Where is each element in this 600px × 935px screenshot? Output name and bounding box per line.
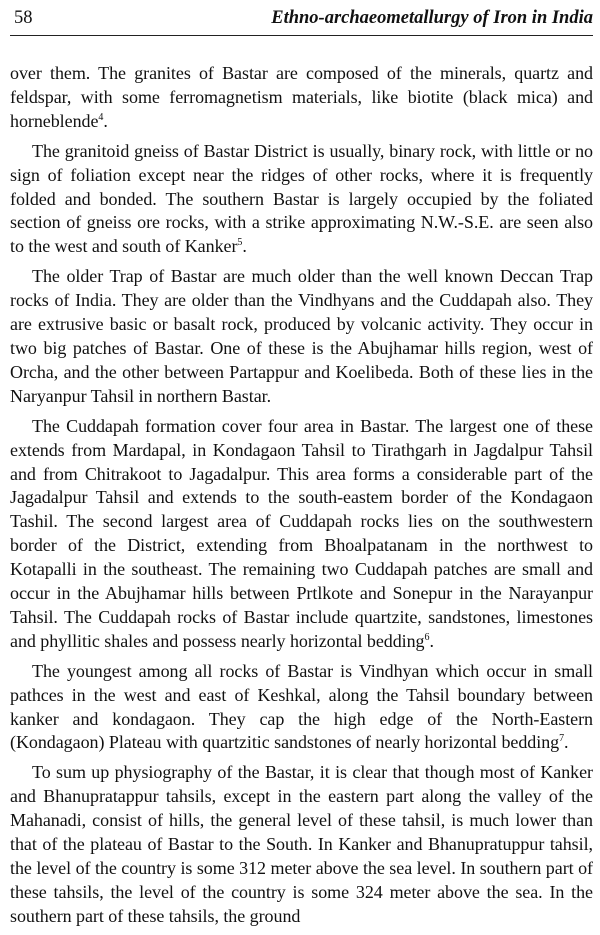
paragraph-text: The older Trap of Bastar are much older than the well known Deccan Trap rocks of India. They are older than the Vindhyans and the Cuddapah also. They are extrusive basic or basalt rock, produced by volcanic activity. They occur in two big patches of Bastar. One of these is the Abujhamar hills region, west of Orcha, and the other between Partappur and Koelibeda. Both of these lies in the Naryanpur Tahsil in northern Bastar. bbox=[10, 266, 593, 406]
book-page bbox=[10, 6, 593, 935]
footnote-ref: 4 bbox=[98, 111, 104, 123]
paragraph-text: To sum up physiography of the Bastar, it is clear that though most of Kanker and Bhanupratappur tahsils, except in the eastern part along the valley of the Mahanadi, consist of hills, the general level of these tahsil, is much lower than that of the plateau of Bastar to the South. In Kanker and Bhanupratuppur tahsil, the level of the country is some 312 meter above the sea level. In southern part of these tahsils, the level of the country is some 324 meter above the sea. In the southern part of these tahsils, the ground bbox=[10, 762, 593, 926]
paragraph-continuation bbox=[10, 62, 593, 134]
paragraph-tail: . bbox=[103, 110, 108, 131]
paragraph-older-trap bbox=[10, 265, 593, 408]
page-number: 58 bbox=[14, 8, 33, 28]
header-rule bbox=[10, 35, 593, 36]
paragraph-vindhyan bbox=[10, 660, 593, 756]
paragraph-tail: . bbox=[429, 630, 434, 651]
paragraph-tail: . bbox=[564, 732, 569, 753]
paragraph-text: The granitoid gneiss of Bastar District is usually, binary rock, with little or no sign of foliation except near the ridges of other rocks, where it is frequently folded and bonded. The southern Bastar is largely occupied by the foliated section of gneiss ore rocks, with a strike approximating N.W.-S.E. are seen also to the west and south of Kanker bbox=[10, 140, 593, 257]
paragraph-granitoid-gneiss bbox=[10, 140, 593, 260]
footnote-ref: 6 bbox=[424, 631, 430, 643]
paragraph-tail: . bbox=[242, 236, 247, 257]
page-header bbox=[10, 6, 593, 32]
footnote-ref: 7 bbox=[559, 733, 565, 745]
paragraph-text: The Cuddapah formation cover four area in Bastar. The largest one of these extends from Mardapal, in Kondagaon Tahsil to Tirathgarh in Jagdalpur Tahsil and from Chitrakoot to Jagadalpur. This area forms a considerable part of the Jagadalpur Tahsil and extends to the south-eastem border of the Kondagaon Tashil. The second largest area of Cuddapah rocks lies on the southwestern border of the District, extending from Bhoalpatanam in the northwest to Kotapalli in the southeast. The remaining two Cuddapah patches are small and occur in the Abujhamar hills between Prtlkote and Sonepur in the Narayanpur Tahsil. The Cuddapah rocks of Bastar include quartzite, sandstones, limestones and phyllitic shales and possess nearly horizontal bedding bbox=[10, 415, 593, 651]
running-title: Ethno-archaeometallurgy of Iron in India bbox=[271, 8, 593, 28]
paragraph-cuddapah bbox=[10, 415, 593, 654]
paragraph-text: over them. The granites of Bastar are composed of the minerals, quartz and feldspar, with some ferromagnetism materials, like biotite (black mica) and horneblende bbox=[10, 63, 593, 131]
body-text bbox=[10, 62, 593, 929]
paragraph-text: The youngest among all rocks of Bastar is Vindhyan which occur in small pathces in the west and east of Keshkal, along the Tahsil boundary between kanker and kondagaon. They cap the high edge of the North-Eastern (Kondagaon) Plateau with quartzitic sandstones of nearly horizontal bedding bbox=[10, 660, 593, 753]
footnote-ref: 5 bbox=[237, 237, 243, 249]
paragraph-physiography bbox=[10, 761, 593, 928]
